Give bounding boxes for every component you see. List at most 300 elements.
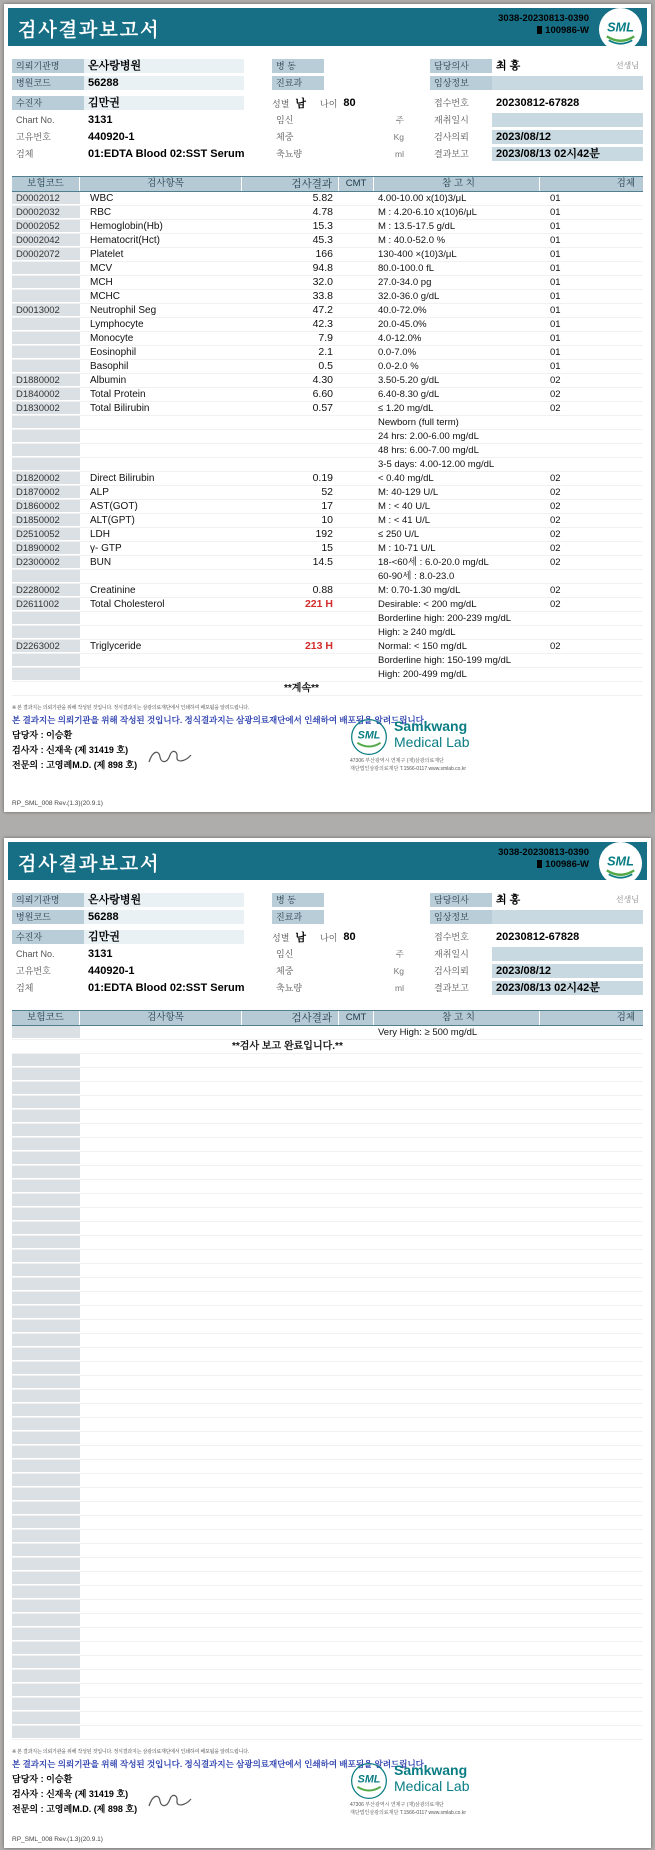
table-cell-ref: 6.40-8.30 g/dL: [378, 389, 440, 400]
info-row: [12, 892, 643, 908]
table-cell-spec: [540, 1208, 643, 1221]
staff-name: 신재욱 (제 31419 호): [46, 1789, 129, 1799]
table-cell-result: [242, 1334, 339, 1347]
table-cell-code: [12, 430, 80, 443]
table-row: [12, 1614, 643, 1628]
table-cell-code: D0002012: [12, 192, 80, 205]
table-cell-item: [80, 1250, 242, 1263]
table-cell-result: [242, 1166, 339, 1179]
table-cell-result: [242, 612, 339, 625]
table-row: [12, 1600, 643, 1614]
value-hospital-code: 56288: [84, 910, 244, 924]
table-cell-item: ALT(GPT): [90, 515, 135, 526]
table-cell-code: [12, 1642, 80, 1655]
table-cell-ref: [374, 1684, 540, 1697]
value-pregnancy-unit: 주: [395, 115, 404, 125]
table-cell-item: [80, 1572, 242, 1585]
table-cell-cmt: [339, 416, 374, 429]
table-cell-code: [12, 332, 80, 345]
lab-address-line1: 47306 부산광역시 연제구 (재)삼광의료재단: [350, 1802, 444, 1808]
info-row: [12, 112, 643, 128]
staff-label: 검사자 :: [12, 745, 44, 755]
table-cell-ref: 48 hrs: 6.00-7.00 mg/dL: [378, 445, 479, 456]
label-patient: 수진자: [12, 96, 84, 110]
table-cell-ref: 130-400 ×(10)3/μL: [378, 249, 457, 260]
table-row: [12, 1558, 643, 1572]
table-cell-spec: [540, 1684, 643, 1697]
value-age: 80: [343, 931, 356, 943]
table-cell-spec: [540, 416, 643, 429]
value-urine-unit: ml: [395, 149, 404, 159]
value-request-date: 2023/08/12: [492, 964, 643, 978]
table-cell-result: [242, 458, 339, 471]
table-row: [12, 304, 643, 318]
table-cell-item: [80, 1236, 242, 1249]
staff-line-manager: [12, 728, 643, 741]
lab-brand-name: [394, 1762, 470, 1794]
label-request-date: 검사의뢰: [434, 966, 469, 976]
table-cell-code: [12, 1684, 80, 1697]
table-cell-spec: 01: [550, 249, 561, 260]
sex-age-group: [272, 96, 416, 110]
table-cell-code: [12, 1054, 80, 1067]
value-patient: 김만권: [84, 96, 244, 110]
table-row: [12, 1222, 643, 1236]
table-cell-ref: Very High: ≥ 500 mg/dL: [378, 1027, 478, 1038]
table-cell-item: [80, 1390, 242, 1403]
table-row: [12, 1502, 643, 1516]
table-cell-result: 14.5: [312, 556, 333, 568]
header-insurance-code: 보험코드: [12, 177, 80, 191]
table-cell-result: [242, 1502, 339, 1515]
table-cell-code: D1830002: [12, 402, 80, 415]
table-cell-spec: [540, 430, 643, 443]
table-cell-spec: [540, 444, 643, 457]
table-row: [12, 1292, 643, 1306]
table-cell-cmt: [339, 1488, 374, 1501]
report-title: 검사결과보고서: [18, 20, 161, 41]
table-cell-code: [12, 570, 80, 583]
table-row: [12, 1068, 643, 1082]
table-cell-cmt: [339, 1656, 374, 1669]
table-cell-item: [80, 1096, 242, 1109]
lab-brand-row: [350, 1762, 470, 1800]
table-cell-code: [12, 1600, 80, 1613]
table-cell-result: 45.3: [312, 234, 333, 246]
table-cell-item: [80, 668, 242, 681]
results-table-header: [12, 176, 643, 192]
table-cell-item: [80, 1082, 242, 1095]
table-cell-code: [12, 1418, 80, 1431]
doc-number-line2: [498, 859, 589, 871]
table-cell-item: [80, 1054, 242, 1067]
lab-address-line2: 재단법인삼광의료재단 T.1566-0117 www.smlab.co.kr: [350, 1810, 467, 1816]
table-cell-code: [12, 1110, 80, 1123]
header-cmt: CMT: [339, 177, 374, 191]
table-cell-code: [12, 1306, 80, 1319]
table-cell-code: [12, 1320, 80, 1333]
doctor-suffix: 선생님: [615, 895, 639, 904]
value-clinical-info: [492, 76, 643, 90]
table-cell-item: [80, 1698, 242, 1711]
table-cell-item: [80, 1026, 242, 1039]
table-row: [12, 1586, 643, 1600]
label-unique-number: 고유번호: [16, 132, 51, 142]
table-cell-result: [242, 1222, 339, 1235]
doc-number-line2: [498, 25, 589, 37]
value-receipt-number: 20230812-67828: [496, 931, 580, 943]
table-cell-result: [242, 1628, 339, 1641]
table-cell-cmt: [339, 1278, 374, 1291]
table-row: [12, 1544, 643, 1558]
table-cell-spec: 02: [550, 599, 561, 610]
table-cell-code: [12, 1152, 80, 1165]
table-row: [12, 1488, 643, 1502]
table-cell-cmt: [339, 1712, 374, 1725]
table-cell-item: [80, 1068, 242, 1081]
table-cell-cmt: [339, 626, 374, 639]
table-cell-spec: [540, 1712, 643, 1725]
table-cell-result: [242, 668, 339, 681]
label-patient: 수진자: [12, 930, 84, 944]
table-cell-result: [242, 1390, 339, 1403]
table-cell-item: [80, 1446, 242, 1459]
page-footer: [12, 704, 643, 792]
table-row: [12, 1684, 643, 1698]
value-department: [324, 76, 416, 90]
table-cell-result: 32.0: [312, 276, 333, 288]
table-cell-spec: 02: [550, 501, 561, 512]
table-row: [12, 654, 643, 668]
table-cell-ref: 4.0-12.0%: [378, 333, 422, 344]
table-row: [12, 1418, 643, 1432]
table-cell-cmt: [339, 304, 374, 317]
table-cell-cmt: [339, 1432, 374, 1445]
table-cell-ref: [374, 1516, 540, 1529]
label-urine-volume: 축뇨량: [276, 149, 303, 159]
table-cell-code: [12, 1194, 80, 1207]
table-cell-result: [242, 1236, 339, 1249]
table-cell-cmt: [339, 654, 374, 667]
table-cell-code: D1860002: [12, 500, 80, 513]
table-cell-spec: [540, 654, 643, 667]
table-cell-code: [12, 276, 80, 289]
table-cell-result: 33.8: [312, 290, 333, 302]
table-cell-cmt: [339, 1544, 374, 1557]
table-cell-result: [242, 1096, 339, 1109]
results-table: [12, 1010, 643, 1740]
table-cell-cmt: [339, 1054, 374, 1067]
table-cell-ref: [374, 1180, 540, 1193]
table-cell-cmt: [339, 1404, 374, 1417]
label-clinical-info: 임상정보: [430, 76, 492, 90]
value-hospital-code: 56288: [84, 76, 244, 90]
table-cell-item: Total Bilirubin: [90, 403, 150, 414]
table-cell-spec: [540, 1572, 643, 1585]
table-cell-ref: M: 40-129 U/L: [378, 487, 439, 498]
table-cell-code: [12, 1502, 80, 1515]
table-cell-spec: [540, 1446, 643, 1459]
table-cell-code: [12, 1698, 80, 1711]
table-cell-cmt: [339, 570, 374, 583]
table-cell-cmt: [339, 1572, 374, 1585]
table-row: [12, 570, 643, 584]
table-cell-ref: M: 0.70-1.30 mg/dL: [378, 585, 461, 596]
label-ward: 병 동: [272, 59, 324, 73]
table-cell-spec: 01: [550, 361, 561, 372]
table-cell-spec: [540, 1082, 643, 1095]
value-chart-no: 3131: [88, 114, 113, 126]
doc-mark: [537, 860, 542, 868]
report-title: 검사결과보고서: [18, 854, 161, 875]
table-cell-cmt: [339, 528, 374, 541]
value-report-date: 2023/08/13 02시42분: [492, 147, 643, 161]
table-row: [12, 1124, 643, 1138]
table-row: [12, 1054, 643, 1068]
table-cell-ref: 3.50-5.20 g/dL: [378, 375, 440, 386]
table-cell-result: [242, 1446, 339, 1459]
lab-brand-name: [394, 718, 470, 750]
table-cell-result: 0.5: [318, 360, 333, 372]
info-row: [12, 95, 643, 111]
table-cell-code: [12, 1572, 80, 1585]
doctor-name: 최 홍: [496, 60, 521, 72]
table-cell-ref: [374, 1110, 540, 1123]
table-cell-ref: [374, 1138, 540, 1151]
table-cell-code: [12, 1124, 80, 1137]
lab-brand-name-line1: Samkwang: [394, 718, 468, 734]
value-collection-datetime: [492, 947, 643, 961]
table-cell-item: [80, 1208, 242, 1221]
table-cell-result: [242, 1306, 339, 1319]
table-cell-ref: 18-<60세 : 6.0-20.0 mg/dL: [378, 557, 489, 568]
doc-number-line2-text: 100986-W: [545, 859, 589, 870]
table-row: [12, 626, 643, 640]
table-cell-item: Direct Bilirubin: [90, 473, 155, 484]
table-cell-cmt: [339, 1390, 374, 1403]
table-cell-item: [80, 416, 242, 429]
table-cell-spec: [540, 1656, 643, 1669]
table-cell-spec: 01: [550, 333, 561, 344]
table-cell-spec: [540, 1530, 643, 1543]
table-cell-spec: [540, 458, 643, 471]
table-cell-spec: 01: [550, 305, 561, 316]
table-row: [12, 206, 643, 220]
table-row: [12, 1628, 643, 1642]
table-cell-spec: [540, 612, 643, 625]
table-cell-spec: 02: [550, 389, 561, 400]
table-cell-ref: Newborn (full term): [378, 417, 459, 428]
table-cell-cmt: [339, 1418, 374, 1431]
table-message: **계속**: [284, 683, 319, 694]
table-cell-item: [80, 1628, 242, 1641]
value-specimen: 01:EDTA Blood 02:SST Serum: [88, 982, 245, 994]
table-cell-item: MCH: [90, 277, 113, 288]
table-cell-cmt: [339, 290, 374, 303]
table-cell-cmt: [339, 430, 374, 443]
doc-mark: [537, 26, 542, 34]
table-cell-code: [12, 1558, 80, 1571]
table-cell-result: 15.3: [312, 220, 333, 232]
staff-name: 이승환: [46, 730, 73, 740]
table-cell-result: [242, 1180, 339, 1193]
table-cell-ref: [374, 1586, 540, 1599]
table-cell-code: [12, 1530, 80, 1543]
table-cell-item: [80, 1418, 242, 1431]
table-cell-spec: 01: [550, 277, 561, 288]
table-cell-code: D2280002: [12, 584, 80, 597]
table-cell-result: [242, 1600, 339, 1613]
table-cell-cmt: [339, 1194, 374, 1207]
table-cell-result: [242, 1684, 339, 1697]
table-cell-spec: [540, 1236, 643, 1249]
table-cell-code: D2611002: [12, 598, 80, 611]
table-cell-cmt: [339, 1348, 374, 1361]
table-cell-item: [80, 1334, 242, 1347]
table-cell-ref: M : < 41 U/L: [378, 515, 431, 526]
table-cell-code: [12, 1446, 80, 1459]
table-cell-spec: 01: [550, 263, 561, 274]
table-cell-item: [80, 458, 242, 471]
patient-info: [12, 892, 643, 996]
table-cell-spec: [540, 1614, 643, 1627]
table-cell-code: [12, 1096, 80, 1109]
table-cell-ref: [374, 1166, 540, 1179]
staff-line-manager: [12, 1772, 643, 1785]
table-cell-cmt: [339, 1614, 374, 1627]
table-cell-item: [80, 444, 242, 457]
table-cell-result: 0.88: [312, 584, 333, 596]
table-cell-item: Eosinophil: [90, 347, 137, 358]
table-cell-spec: [540, 1292, 643, 1305]
value-org: 온사랑병원: [84, 59, 244, 73]
table-cell-item: [80, 1124, 242, 1137]
table-cell-result: 221 H: [304, 598, 333, 610]
table-cell-result: [242, 1138, 339, 1151]
table-cell-cmt: [339, 1208, 374, 1221]
table-cell-result: 0.19: [312, 472, 333, 484]
table-cell-ref: 3-5 days: 4.00-12.00 mg/dL: [378, 459, 495, 470]
table-row: [12, 262, 643, 276]
table-cell-cmt: [339, 1138, 374, 1151]
label-org: 의뢰기관명: [12, 59, 84, 73]
table-cell-item: AST(GOT): [90, 501, 138, 512]
table-cell-ref: [374, 1418, 540, 1431]
table-cell-ref: [374, 1292, 540, 1305]
table-cell-item: RBC: [90, 207, 112, 218]
table-cell-item: [80, 1516, 242, 1529]
table-cell-code: [12, 1516, 80, 1529]
table-cell-code: [12, 1404, 80, 1417]
table-cell-cmt: [339, 192, 374, 205]
table-cell-item: [80, 1348, 242, 1361]
results-table-header: [12, 1010, 643, 1026]
sml-logo-icon: [598, 841, 643, 886]
table-cell-item: [80, 1110, 242, 1123]
table-cell-ref: [374, 1404, 540, 1417]
table-cell-spec: 02: [550, 529, 561, 540]
table-cell-spec: 02: [550, 487, 561, 498]
table-cell-result: [242, 1432, 339, 1445]
table-row: [12, 1404, 643, 1418]
table-cell-code: [12, 1390, 80, 1403]
label-org: 의뢰기관명: [12, 893, 84, 907]
doc-number-line1: 3038-20230813-0390: [498, 13, 589, 24]
table-cell-cmt: [339, 1110, 374, 1123]
info-row: [12, 58, 643, 74]
table-cell-item: [80, 1376, 242, 1389]
table-cell-ref: [374, 1390, 540, 1403]
table-cell-cmt: [339, 472, 374, 485]
table-cell-code: [12, 1628, 80, 1641]
table-cell-spec: 02: [550, 403, 561, 414]
svg-text:SML: SML: [357, 729, 381, 742]
table-cell-spec: [540, 1516, 643, 1529]
table-cell-spec: [540, 1250, 643, 1263]
doc-number-line2-text: 100986-W: [545, 25, 589, 36]
table-row: [12, 402, 643, 416]
table-cell-item: [80, 1488, 242, 1501]
table-cell-ref: [374, 1600, 540, 1613]
table-cell-cmt: [339, 514, 374, 527]
table-cell-item: [80, 1600, 242, 1613]
table-cell-code: D2263002: [12, 640, 80, 653]
lab-brand-name-line2: Medical Lab: [394, 1778, 470, 1794]
table-cell-cmt: [339, 1446, 374, 1459]
table-cell-code: [12, 1656, 80, 1669]
table-row: [12, 318, 643, 332]
table-cell-spec: [540, 1390, 643, 1403]
table-cell-ref: ≤ 1.20 mg/dL: [378, 403, 434, 414]
report-banner: [8, 842, 647, 880]
header-test-result: 검사결과: [242, 177, 339, 191]
table-cell-ref: [374, 1544, 540, 1557]
distribution-notice: 본 결과지는 의뢰기관을 위해 작성된 것입니다. 정식결과지는 삼광의료재단에서 인쇄하여 배포됨을 알려드립니다.: [12, 1759, 427, 1769]
table-cell-cmt: [339, 1292, 374, 1305]
table-cell-spec: [540, 1670, 643, 1683]
table-cell-ref: 0.0-2.0 %: [378, 361, 419, 372]
table-cell-spec: [540, 1628, 643, 1641]
table-cell-ref: Borderline high: 200-239 mg/dL: [378, 613, 512, 624]
table-row: [12, 1180, 643, 1194]
table-cell-spec: [540, 1264, 643, 1277]
signature-icon: [147, 748, 199, 768]
table-cell-code: [12, 668, 80, 681]
table-cell-ref: [374, 1642, 540, 1655]
table-cell-code: [12, 1614, 80, 1627]
table-cell-ref: [374, 1656, 540, 1669]
table-cell-code: [12, 290, 80, 303]
table-cell-cmt: [339, 584, 374, 597]
table-cell-code: D1850002: [12, 514, 80, 527]
table-cell-cmt: [339, 1600, 374, 1613]
table-cell-cmt: [339, 1264, 374, 1277]
table-cell-spec: 02: [550, 515, 561, 526]
table-cell-item: [80, 1432, 242, 1445]
table-cell-item: MCV: [90, 263, 113, 274]
table-cell-code: [12, 458, 80, 471]
table-row: [12, 1348, 643, 1362]
table-cell-result: [242, 1054, 339, 1067]
distribution-notice: 본 결과지는 의뢰기관을 위해 작성된 것입니다. 정식결과지는 삼광의료재단에서 인쇄하여 배포됨을 알려드립니다.: [12, 715, 427, 725]
table-row: [12, 612, 643, 626]
label-collection-datetime: 재취일시: [434, 115, 469, 125]
table-cell-result: [242, 1026, 339, 1039]
table-cell-cmt: [339, 1124, 374, 1137]
table-cell-item: [80, 1306, 242, 1319]
value-org: 온사랑병원: [84, 893, 244, 907]
table-cell-result: [242, 1292, 339, 1305]
